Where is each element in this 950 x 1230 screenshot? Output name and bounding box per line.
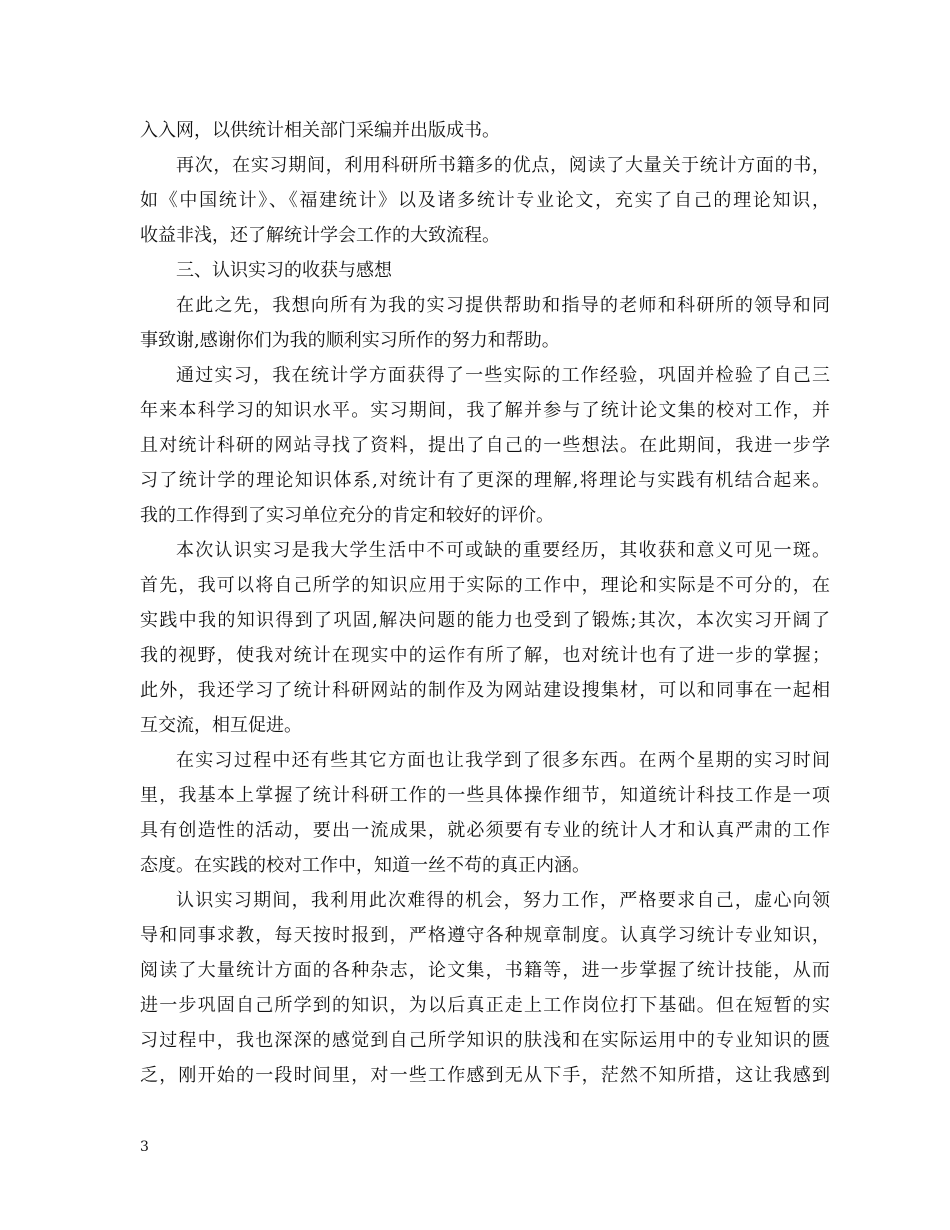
text-line: 此外，我还学习了统计科研网站的制作及为网站建设搜集材，可以和同事在一起相 <box>140 680 830 701</box>
text-line: 我的工作得到了实习单位充分的肯定和较好的评价。 <box>140 505 554 526</box>
text-line: 具有创造性的活动，要出一流成果，就必须要有专业的统计人才和认真严肃的工作 <box>140 820 830 841</box>
text-line: 首先，我可以将自己所学的知识应用于实际的工作中，理论和实际是不可分的，在 <box>140 575 830 596</box>
text-line: 实践中我的知识得到了巩固,解决问题的能力也受到了锻炼;其次，本次实习开阔了 <box>140 610 830 631</box>
text-line: 习过程中，我也深深的感觉到自己所学知识的肤浅和在实际运用中的专业知识的匮 <box>140 1030 830 1051</box>
page-number: 3 <box>140 1139 149 1155</box>
text-line: 里，我基本上掌握了统计科研工作的一些具体操作细节，知道统计科技工作是一项 <box>140 785 830 806</box>
text-line: 认识实习期间，我利用此次难得的机会，努力工作，严格要求自己，虚心向领 <box>176 890 830 911</box>
text-line: 再次，在实习期间，利用科研所书籍多的优点，阅读了大量关于统计方面的书， <box>176 155 830 176</box>
text-line: 态度。在实践的校对工作中，知道一丝不苟的真正内涵。 <box>140 855 590 876</box>
text-line: 三、认识实习的收获与感想 <box>176 260 392 281</box>
document-body <box>140 113 830 1093</box>
text-line: 我的视野，使我对统计在现实中的运作有所了解，也对统计也有了进一步的掌握； <box>140 645 830 666</box>
text-line: 年来本科学习的知识水平。实习期间，我了解并参与了统计论文集的校对工作，并 <box>140 400 830 421</box>
text-line: 习了统计学的理论知识体系,对统计有了更深的理解,将理论与实践有机结合起来。 <box>140 470 830 491</box>
text-line: 导和同事求教，每天按时报到，严格遵守各种规章制度。认真学习统计专业知识， <box>140 925 830 946</box>
text-line: 如《中国统计》、《福建统计》以及诸多统计专业论文，充实了自己的理论知识， <box>140 190 830 211</box>
text-line: 互交流，相互促进。 <box>140 715 302 736</box>
text-line: 收益非浅，还了解统计学会工作的大致流程。 <box>140 225 500 246</box>
text-line: 乏，刚开始的一段时间里，对一些工作感到无从下手，茫然不知所措，这让我感到 <box>140 1065 830 1086</box>
text-line: 在实习过程中还有些其它方面也让我学到了很多东西。在两个星期的实习时间 <box>176 750 830 771</box>
text-line: 在此之先，我想向所有为我的实习提供帮助和指导的老师和科研所的领导和同 <box>176 295 830 316</box>
text-line: 事致谢,感谢你们为我的顺利实习所作的努力和帮助。 <box>140 330 560 351</box>
text-line: 入入网，以供统计相关部门采编并出版成书。 <box>140 120 500 141</box>
text-line: 本次认识实习是我大学生活中不可或缺的重要经历，其收获和意义可见一斑。 <box>176 540 830 561</box>
text-line: 进一步巩固自己所学到的知识，为以后真正走上工作岗位打下基础。但在短暂的实 <box>140 995 830 1016</box>
text-line: 通过实习，我在统计学方面获得了一些实际的工作经验，巩固并检验了自己三 <box>176 365 830 386</box>
text-line: 阅读了大量统计方面的各种杂志，论文集，书籍等，进一步掌握了统计技能，从而 <box>140 960 830 981</box>
text-line: 且对统计科研的网站寻找了资料，提出了自己的一些想法。在此期间，我进一步学 <box>140 435 830 456</box>
